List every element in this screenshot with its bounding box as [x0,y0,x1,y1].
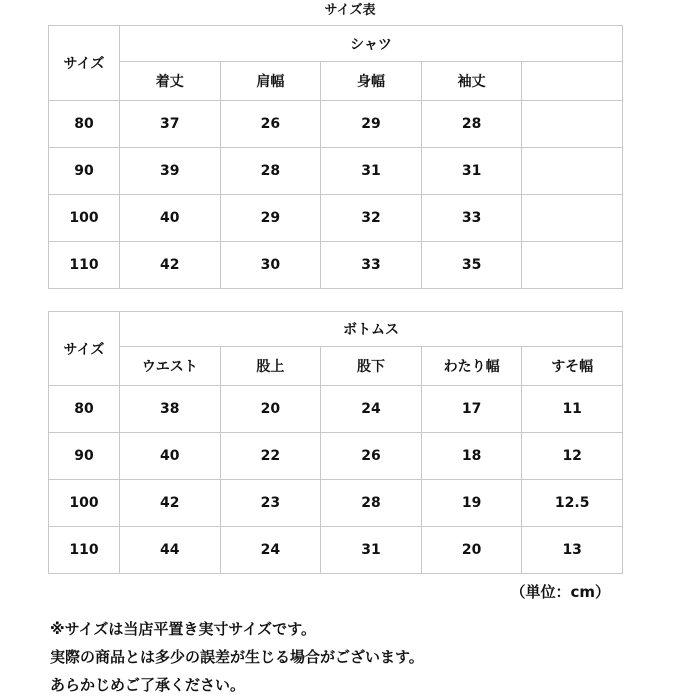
value-cell: 33 [321,242,422,289]
note-line: 実際の商品とは多少の誤差が生じる場合がございます。 [50,648,424,666]
value-cell: 12.5 [522,480,623,527]
value-cell: 28 [321,480,422,527]
value-cell: 22 [220,433,321,480]
value-cell: 17 [421,386,522,433]
table-row [49,386,623,433]
column-header [522,62,623,101]
value-cell: 29 [321,101,422,148]
bottoms-size-table [48,311,623,574]
value-cell: 18 [421,433,522,480]
value-cell: 26 [321,433,422,480]
column-header: ウエスト [120,347,221,386]
bottoms-section-header: ボトムス [120,312,623,347]
size-cell: 80 [49,101,120,148]
table-row [49,527,623,574]
note-line: あらかじめご了承ください。 [50,676,246,694]
size-cell: 90 [49,148,120,195]
value-cell: 31 [321,148,422,195]
column-header: 着丈 [120,62,221,101]
table-row [49,242,623,289]
value-cell: 28 [421,101,522,148]
value-cell [522,148,623,195]
size-cell: 90 [49,433,120,480]
value-cell: 40 [120,433,221,480]
value-cell: 40 [120,195,221,242]
value-cell [522,242,623,289]
shirt-section-header: シャツ [120,26,623,62]
value-cell: 31 [421,148,522,195]
value-cell: 11 [522,386,623,433]
value-cell: 31 [321,527,422,574]
unit-note: （単位：cm） [510,583,610,601]
value-cell: 20 [421,527,522,574]
value-cell: 29 [220,195,321,242]
table-row [49,101,623,148]
value-cell: 42 [120,480,221,527]
size-cell: 110 [49,527,120,574]
value-cell: 26 [220,101,321,148]
column-header: すそ幅 [522,347,623,386]
size-cell: 80 [49,386,120,433]
value-cell: 24 [220,527,321,574]
value-cell: 44 [120,527,221,574]
value-cell: 23 [220,480,321,527]
column-header: 股下 [321,347,422,386]
value-cell: 19 [421,480,522,527]
value-cell: 32 [321,195,422,242]
value-cell: 42 [120,242,221,289]
note-line: ※サイズは当店平置き実寸サイズです。 [50,620,316,638]
value-cell: 39 [120,148,221,195]
value-cell: 37 [120,101,221,148]
table-row [49,433,623,480]
column-header: わたり幅 [421,347,522,386]
table-row [49,148,623,195]
notes [50,615,690,699]
value-cell: 13 [522,527,623,574]
column-header: 肩幅 [220,62,321,101]
size-cell: 110 [49,242,120,289]
value-cell [522,101,623,148]
value-cell: 35 [421,242,522,289]
value-cell: 38 [120,386,221,433]
size-cell: 100 [49,195,120,242]
size-cell: 100 [49,480,120,527]
value-cell: 33 [421,195,522,242]
value-cell: 24 [321,386,422,433]
column-header: 身幅 [321,62,422,101]
value-cell: 30 [220,242,321,289]
page-title: サイズ表 [324,3,376,18]
value-cell: 28 [220,148,321,195]
size-header: サイズ [49,26,120,101]
value-cell [522,195,623,242]
shirt-size-table [48,25,623,289]
table-row [49,480,623,527]
size-header: サイズ [49,312,120,386]
value-cell: 20 [220,386,321,433]
column-header: 股上 [220,347,321,386]
value-cell: 12 [522,433,623,480]
column-header: 袖丈 [421,62,522,101]
table-row [49,195,623,242]
